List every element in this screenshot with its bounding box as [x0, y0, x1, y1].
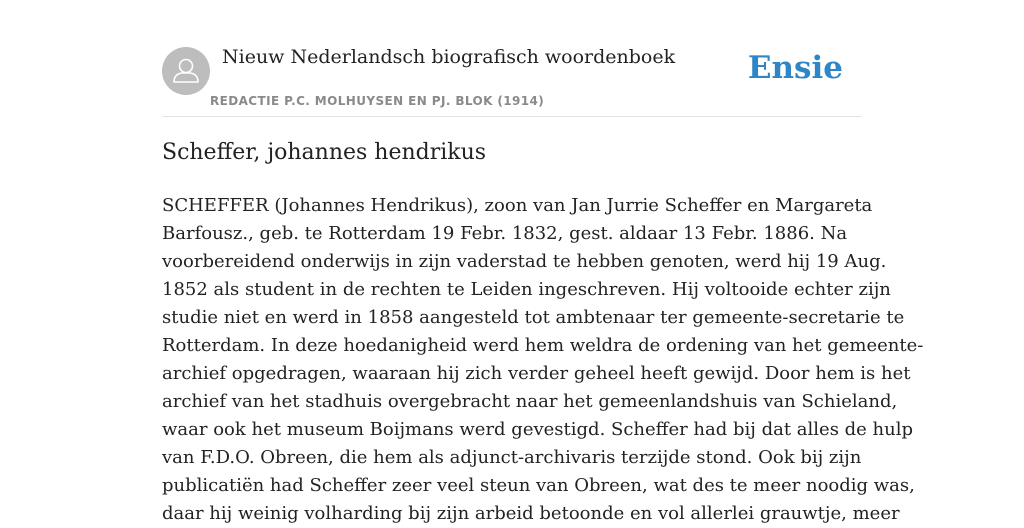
- article-line: archief opgedragen, waaraan hij zich verder geheel heeft gewijd. Door hem is het: [162, 363, 911, 384]
- article-line: waar ook het museum Boijmans werd gevestigd. Scheffer had bij dat alles de hulp: [162, 419, 914, 440]
- article-line: daar hij weinig volharding bij zijn arbeid betoonde en vol allerlei grauwtje, meer: [162, 503, 900, 524]
- brand-logo[interactable]: Ensie: [747, 50, 843, 86]
- article-line: van F.D.O. Obreen, die hem als adjunct-archivaris terzijde stond. Ook bij zijn: [162, 447, 862, 468]
- user-icon-graphic: [162, 47, 210, 95]
- article-line: voorbereidend onderwijs in zijn vaderstad te hebben genoten, werd hij 19 Aug.: [162, 251, 887, 272]
- article-title: Scheffer, johannes hendrikus: [162, 140, 487, 165]
- article-line: Rotterdam. In deze hoedanigheid werd hem weldra de ordening van het gemeente-: [162, 335, 924, 356]
- article-line: Barfousz., geb. te Rotterdam 19 Febr. 1832, gest. aldaar 13 Febr. 1886. Na: [162, 223, 848, 244]
- article-line: 1852 als student in de rechten te Leiden ingeschreven. Hij voltooide echter zijn: [162, 279, 891, 300]
- source-header: [162, 0, 862, 117]
- article-line: studie niet en werd in 1858 aangesteld tot ambtenaar ter gemeente-secretarie te: [162, 307, 905, 328]
- article-line: publicatiën had Scheffer zeer veel steun van Obreen, wat des te meer noodig was,: [162, 475, 915, 496]
- article-body: [162, 192, 924, 528]
- user-icon: [162, 47, 210, 95]
- article-line: SCHEFFER (Johannes Hendrikus), zoon van Jan Jurrie Scheffer en Margareta: [162, 195, 873, 216]
- article-line: archief van het stadhuis overgebracht naar het gemeenlandshuis van Schieland,: [162, 391, 898, 412]
- source-title[interactable]: Nieuw Nederlandsch biografisch woordenboek: [222, 46, 676, 68]
- source-editors: REDACTIE P.C. MOLHUYSEN EN PJ. BLOK (1914): [210, 94, 545, 108]
